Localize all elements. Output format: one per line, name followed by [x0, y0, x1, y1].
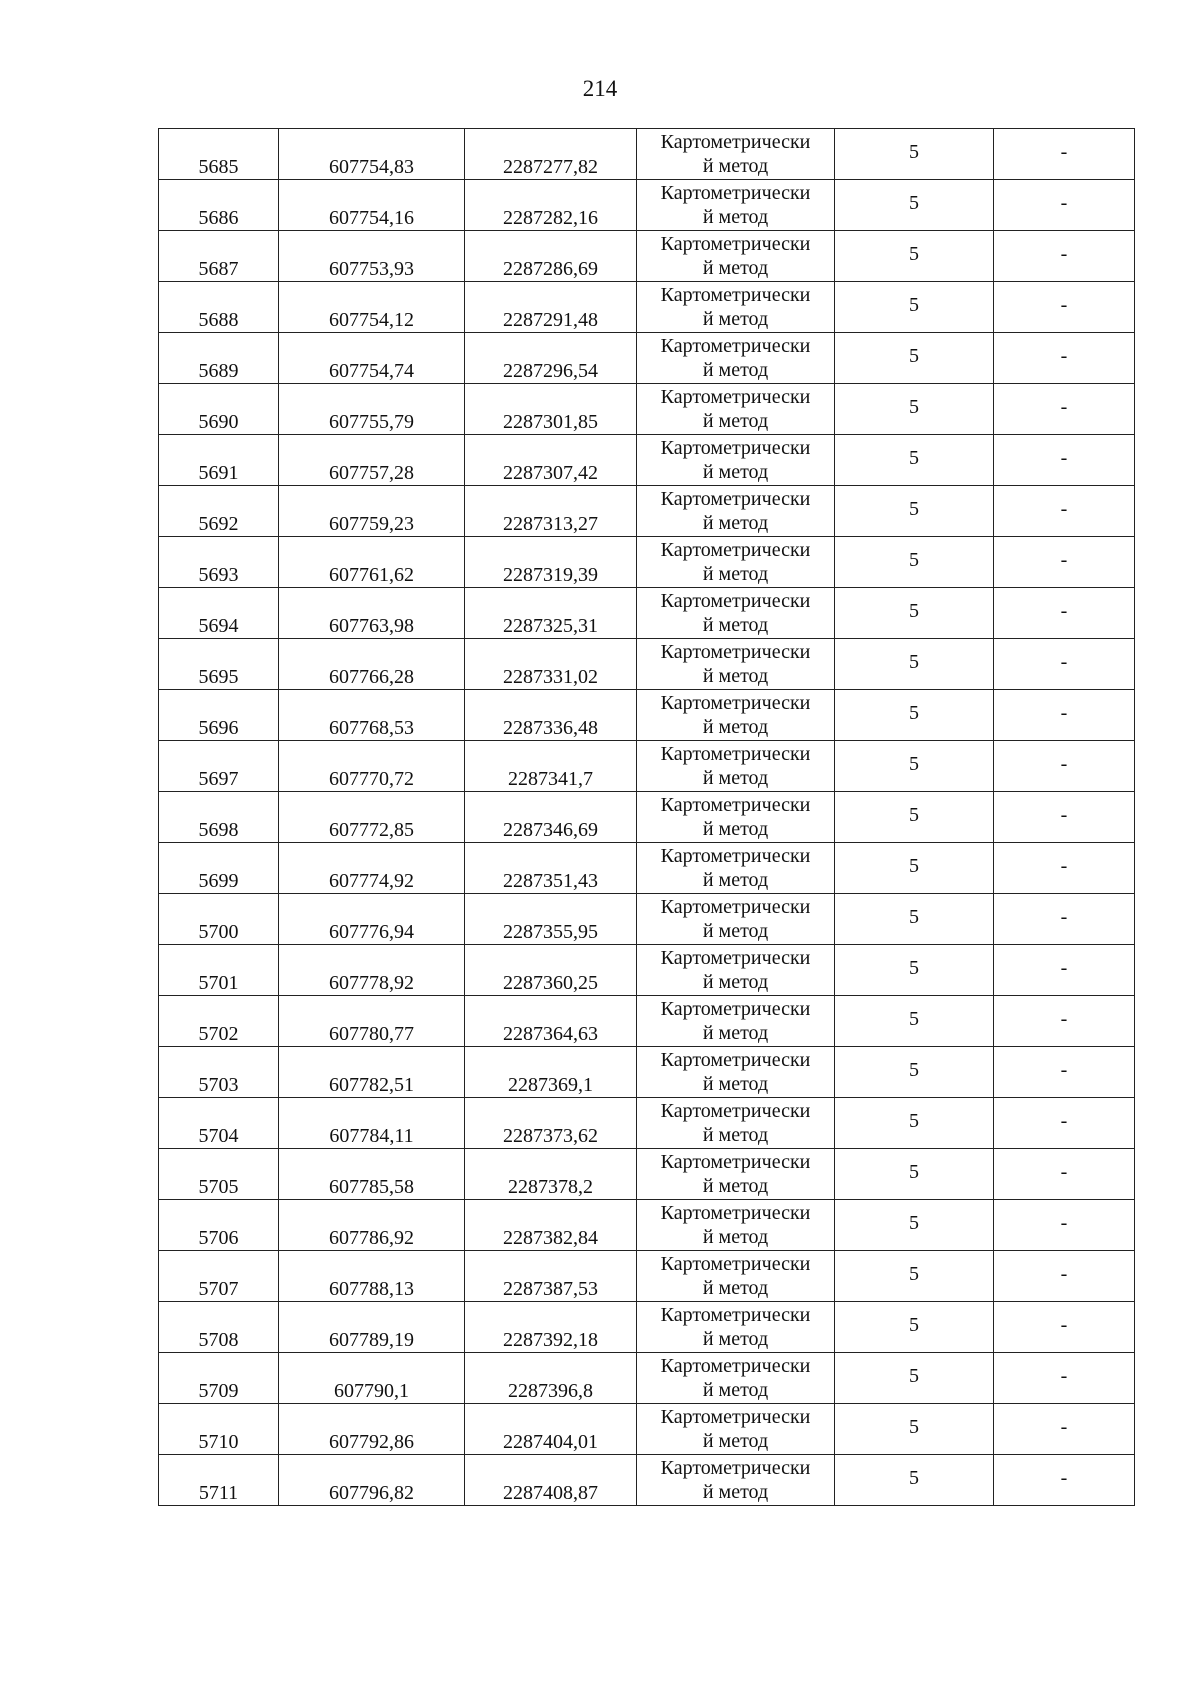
method-line-1: Картометрически [660, 1100, 811, 1122]
method-cell [637, 690, 835, 741]
x-coordinate-cell: 607755,79 [279, 384, 465, 435]
note-cell: - [994, 588, 1135, 639]
accuracy-cell: 5 [835, 435, 994, 486]
method-cell [637, 537, 835, 588]
method-line-2: й метод [702, 563, 769, 585]
x-coordinate-cell: 607790,1 [279, 1353, 465, 1404]
method-line-2: й метод [702, 716, 769, 738]
method-line-2: й метод [702, 206, 769, 228]
method-cell [637, 1098, 835, 1149]
accuracy-cell: 5 [835, 1047, 994, 1098]
accuracy-cell: 5 [835, 231, 994, 282]
method-line-2: й метод [702, 614, 769, 636]
method-cell [637, 792, 835, 843]
method-cell [637, 1353, 835, 1404]
point-number-cell: 5695 [159, 639, 279, 690]
method-cell [637, 945, 835, 996]
point-number-cell: 5703 [159, 1047, 279, 1098]
method-cell [637, 231, 835, 282]
table-body [159, 129, 1135, 1506]
method-cell [637, 1251, 835, 1302]
table-row [159, 894, 1135, 945]
table-row [159, 180, 1135, 231]
accuracy-cell: 5 [835, 843, 994, 894]
method-cell [637, 1302, 835, 1353]
point-number-cell: 5693 [159, 537, 279, 588]
method-line-2: й метод [702, 767, 769, 789]
method-line-1: Картометрически [660, 692, 811, 714]
y-coordinate-cell: 2287346,69 [465, 792, 637, 843]
point-number-cell: 5699 [159, 843, 279, 894]
x-coordinate-cell: 607754,12 [279, 282, 465, 333]
method-line-2: й метод [702, 1226, 769, 1248]
method-line-1: Картометрически [660, 896, 811, 918]
method-line-1: Картометрически [660, 1457, 811, 1479]
x-coordinate-cell: 607772,85 [279, 792, 465, 843]
method-line-1: Картометрически [660, 947, 811, 969]
point-number-cell: 5705 [159, 1149, 279, 1200]
method-cell [637, 1404, 835, 1455]
point-number-cell: 5685 [159, 129, 279, 180]
y-coordinate-cell: 2287277,82 [465, 129, 637, 180]
y-coordinate-cell: 2287325,31 [465, 588, 637, 639]
x-coordinate-cell: 607761,62 [279, 537, 465, 588]
note-cell: - [994, 486, 1135, 537]
note-cell: - [994, 384, 1135, 435]
point-number-cell: 5687 [159, 231, 279, 282]
x-coordinate-cell: 607776,94 [279, 894, 465, 945]
table-row [159, 741, 1135, 792]
point-number-cell: 5698 [159, 792, 279, 843]
x-coordinate-cell: 607768,53 [279, 690, 465, 741]
note-cell: - [994, 792, 1135, 843]
note-cell: - [994, 945, 1135, 996]
accuracy-cell: 5 [835, 1149, 994, 1200]
point-number-cell: 5710 [159, 1404, 279, 1455]
table-row [159, 1098, 1135, 1149]
method-cell [637, 843, 835, 894]
table-row [159, 1047, 1135, 1098]
y-coordinate-cell: 2287301,85 [465, 384, 637, 435]
method-line-1: Картометрически [660, 1355, 811, 1377]
accuracy-cell: 5 [835, 1302, 994, 1353]
x-coordinate-cell: 607784,11 [279, 1098, 465, 1149]
accuracy-cell: 5 [835, 1251, 994, 1302]
y-coordinate-cell: 2287313,27 [465, 486, 637, 537]
note-cell: - [994, 435, 1135, 486]
point-number-cell: 5696 [159, 690, 279, 741]
accuracy-cell: 5 [835, 1404, 994, 1455]
table-row [159, 1302, 1135, 1353]
method-line-2: й метод [702, 359, 769, 381]
method-cell [637, 282, 835, 333]
point-number-cell: 5702 [159, 996, 279, 1047]
note-cell: - [994, 690, 1135, 741]
note-cell: - [994, 282, 1135, 333]
accuracy-cell: 5 [835, 792, 994, 843]
note-cell: - [994, 894, 1135, 945]
method-cell [637, 588, 835, 639]
method-line-1: Картометрически [660, 437, 811, 459]
method-cell [637, 639, 835, 690]
accuracy-cell: 5 [835, 333, 994, 384]
method-line-2: й метод [702, 308, 769, 330]
y-coordinate-cell: 2287387,53 [465, 1251, 637, 1302]
table-row [159, 996, 1135, 1047]
method-cell [637, 384, 835, 435]
y-coordinate-cell: 2287331,02 [465, 639, 637, 690]
y-coordinate-cell: 2287360,25 [465, 945, 637, 996]
method-line-2: й метод [702, 665, 769, 687]
page-number: 214 [582, 76, 618, 101]
table-row [159, 384, 1135, 435]
method-cell [637, 1047, 835, 1098]
accuracy-cell: 5 [835, 1098, 994, 1149]
method-line-2: й метод [702, 512, 769, 534]
y-coordinate-cell: 2287378,2 [465, 1149, 637, 1200]
method-line-1: Картометрически [660, 488, 811, 510]
point-number-cell: 5694 [159, 588, 279, 639]
note-cell: - [994, 180, 1135, 231]
method-line-2: й метод [702, 971, 769, 993]
x-coordinate-cell: 607792,86 [279, 1404, 465, 1455]
point-number-cell: 5704 [159, 1098, 279, 1149]
point-number-cell: 5686 [159, 180, 279, 231]
method-cell [637, 894, 835, 945]
method-line-1: Картометрически [660, 1049, 811, 1071]
table-row [159, 1455, 1135, 1506]
x-coordinate-cell: 607763,98 [279, 588, 465, 639]
table-row [159, 1200, 1135, 1251]
accuracy-cell: 5 [835, 537, 994, 588]
accuracy-cell: 5 [835, 690, 994, 741]
y-coordinate-cell: 2287408,87 [465, 1455, 637, 1506]
x-coordinate-cell: 607786,92 [279, 1200, 465, 1251]
point-number-cell: 5707 [159, 1251, 279, 1302]
method-cell [637, 486, 835, 537]
y-coordinate-cell: 2287291,48 [465, 282, 637, 333]
accuracy-cell: 5 [835, 486, 994, 537]
table-row [159, 1251, 1135, 1302]
table-row [159, 537, 1135, 588]
method-line-1: Картометрически [660, 335, 811, 357]
table-row [159, 690, 1135, 741]
accuracy-cell: 5 [835, 180, 994, 231]
table-row [159, 843, 1135, 894]
point-number-cell: 5690 [159, 384, 279, 435]
x-coordinate-cell: 607754,83 [279, 129, 465, 180]
x-coordinate-cell: 607759,23 [279, 486, 465, 537]
point-number-cell: 5688 [159, 282, 279, 333]
x-coordinate-cell: 607766,28 [279, 639, 465, 690]
y-coordinate-cell: 2287396,8 [465, 1353, 637, 1404]
method-line-1: Картометрически [660, 1151, 811, 1173]
method-cell [637, 1455, 835, 1506]
method-line-2: й метод [702, 1430, 769, 1452]
y-coordinate-cell: 2287392,18 [465, 1302, 637, 1353]
x-coordinate-cell: 607754,16 [279, 180, 465, 231]
note-cell: - [994, 1200, 1135, 1251]
table-row [159, 486, 1135, 537]
x-coordinate-cell: 607782,51 [279, 1047, 465, 1098]
table-row [159, 282, 1135, 333]
x-coordinate-cell: 607774,92 [279, 843, 465, 894]
method-line-1: Картометрически [660, 641, 811, 663]
method-line-1: Картометрически [660, 998, 811, 1020]
x-coordinate-cell: 607780,77 [279, 996, 465, 1047]
y-coordinate-cell: 2287369,1 [465, 1047, 637, 1098]
y-coordinate-cell: 2287404,01 [465, 1404, 637, 1455]
note-cell: - [994, 1098, 1135, 1149]
method-line-1: Картометрически [660, 1202, 811, 1224]
method-line-1: Картометрически [660, 590, 811, 612]
point-number-cell: 5692 [159, 486, 279, 537]
method-line-2: й метод [702, 1124, 769, 1146]
note-cell: - [994, 1353, 1135, 1404]
method-line-2: й метод [702, 1073, 769, 1095]
y-coordinate-cell: 2287382,84 [465, 1200, 637, 1251]
table-row [159, 231, 1135, 282]
method-cell [637, 741, 835, 792]
x-coordinate-cell: 607789,19 [279, 1302, 465, 1353]
note-cell: - [994, 996, 1135, 1047]
x-coordinate-cell: 607770,72 [279, 741, 465, 792]
y-coordinate-cell: 2287296,54 [465, 333, 637, 384]
note-cell: - [994, 1404, 1135, 1455]
note-cell: - [994, 1251, 1135, 1302]
note-cell: - [994, 537, 1135, 588]
point-number-cell: 5691 [159, 435, 279, 486]
point-number-cell: 5700 [159, 894, 279, 945]
x-coordinate-cell: 607754,74 [279, 333, 465, 384]
method-line-2: й метод [702, 1328, 769, 1350]
table-row [159, 792, 1135, 843]
coordinates-table [158, 128, 1135, 1506]
point-number-cell: 5697 [159, 741, 279, 792]
method-line-2: й метод [702, 257, 769, 279]
table-row [159, 945, 1135, 996]
method-line-1: Картометрически [660, 794, 811, 816]
method-line-2: й метод [702, 155, 769, 177]
accuracy-cell: 5 [835, 1455, 994, 1506]
method-line-2: й метод [702, 1022, 769, 1044]
method-line-1: Картометрически [660, 845, 811, 867]
note-cell: - [994, 231, 1135, 282]
accuracy-cell: 5 [835, 1353, 994, 1404]
x-coordinate-cell: 607796,82 [279, 1455, 465, 1506]
accuracy-cell: 5 [835, 129, 994, 180]
method-line-2: й метод [702, 1481, 769, 1503]
point-number-cell: 5708 [159, 1302, 279, 1353]
point-number-cell: 5706 [159, 1200, 279, 1251]
method-line-2: й метод [702, 1379, 769, 1401]
point-number-cell: 5711 [159, 1455, 279, 1506]
table-row [159, 1404, 1135, 1455]
note-cell: - [994, 1149, 1135, 1200]
method-cell [637, 996, 835, 1047]
x-coordinate-cell: 607788,13 [279, 1251, 465, 1302]
note-cell: - [994, 129, 1135, 180]
method-line-2: й метод [702, 920, 769, 942]
method-line-1: Картометрически [660, 539, 811, 561]
method-line-1: Картометрически [660, 233, 811, 255]
point-number-cell: 5689 [159, 333, 279, 384]
table-row [159, 435, 1135, 486]
point-number-cell: 5709 [159, 1353, 279, 1404]
accuracy-cell: 5 [835, 282, 994, 333]
y-coordinate-cell: 2287355,95 [465, 894, 637, 945]
method-line-1: Картометрически [660, 743, 811, 765]
accuracy-cell: 5 [835, 639, 994, 690]
note-cell: - [994, 843, 1135, 894]
table-row [159, 1149, 1135, 1200]
note-cell: - [994, 333, 1135, 384]
method-line-2: й метод [702, 1175, 769, 1197]
y-coordinate-cell: 2287351,43 [465, 843, 637, 894]
method-cell [637, 1149, 835, 1200]
y-coordinate-cell: 2287307,42 [465, 435, 637, 486]
y-coordinate-cell: 2287341,7 [465, 741, 637, 792]
method-cell [637, 333, 835, 384]
table-row [159, 1353, 1135, 1404]
table-row [159, 588, 1135, 639]
method-line-2: й метод [702, 410, 769, 432]
method-line-2: й метод [702, 461, 769, 483]
point-number-cell: 5701 [159, 945, 279, 996]
method-line-2: й метод [702, 869, 769, 891]
y-coordinate-cell: 2287286,69 [465, 231, 637, 282]
method-cell [637, 435, 835, 486]
method-line-1: Картометрически [660, 1406, 811, 1428]
method-line-1: Картометрически [660, 1304, 811, 1326]
method-cell [637, 1200, 835, 1251]
table-row [159, 129, 1135, 180]
method-cell [637, 129, 835, 180]
accuracy-cell: 5 [835, 741, 994, 792]
y-coordinate-cell: 2287282,16 [465, 180, 637, 231]
table-row [159, 639, 1135, 690]
method-line-1: Картометрически [660, 386, 811, 408]
x-coordinate-cell: 607785,58 [279, 1149, 465, 1200]
y-coordinate-cell: 2287373,62 [465, 1098, 637, 1149]
x-coordinate-cell: 607753,93 [279, 231, 465, 282]
note-cell: - [994, 741, 1135, 792]
y-coordinate-cell: 2287319,39 [465, 537, 637, 588]
x-coordinate-cell: 607757,28 [279, 435, 465, 486]
method-line-2: й метод [702, 818, 769, 840]
table-row [159, 333, 1135, 384]
note-cell: - [994, 1047, 1135, 1098]
method-cell [637, 180, 835, 231]
x-coordinate-cell: 607778,92 [279, 945, 465, 996]
method-line-1: Картометрически [660, 131, 811, 153]
accuracy-cell: 5 [835, 996, 994, 1047]
method-line-1: Картометрически [660, 182, 811, 204]
accuracy-cell: 5 [835, 945, 994, 996]
note-cell: - [994, 1455, 1135, 1506]
y-coordinate-cell: 2287364,63 [465, 996, 637, 1047]
accuracy-cell: 5 [835, 588, 994, 639]
method-line-1: Картометрически [660, 284, 811, 306]
method-line-2: й метод [702, 1277, 769, 1299]
accuracy-cell: 5 [835, 894, 994, 945]
accuracy-cell: 5 [835, 384, 994, 435]
note-cell: - [994, 1302, 1135, 1353]
y-coordinate-cell: 2287336,48 [465, 690, 637, 741]
method-line-1: Картометрически [660, 1253, 811, 1275]
accuracy-cell: 5 [835, 1200, 994, 1251]
note-cell: - [994, 639, 1135, 690]
